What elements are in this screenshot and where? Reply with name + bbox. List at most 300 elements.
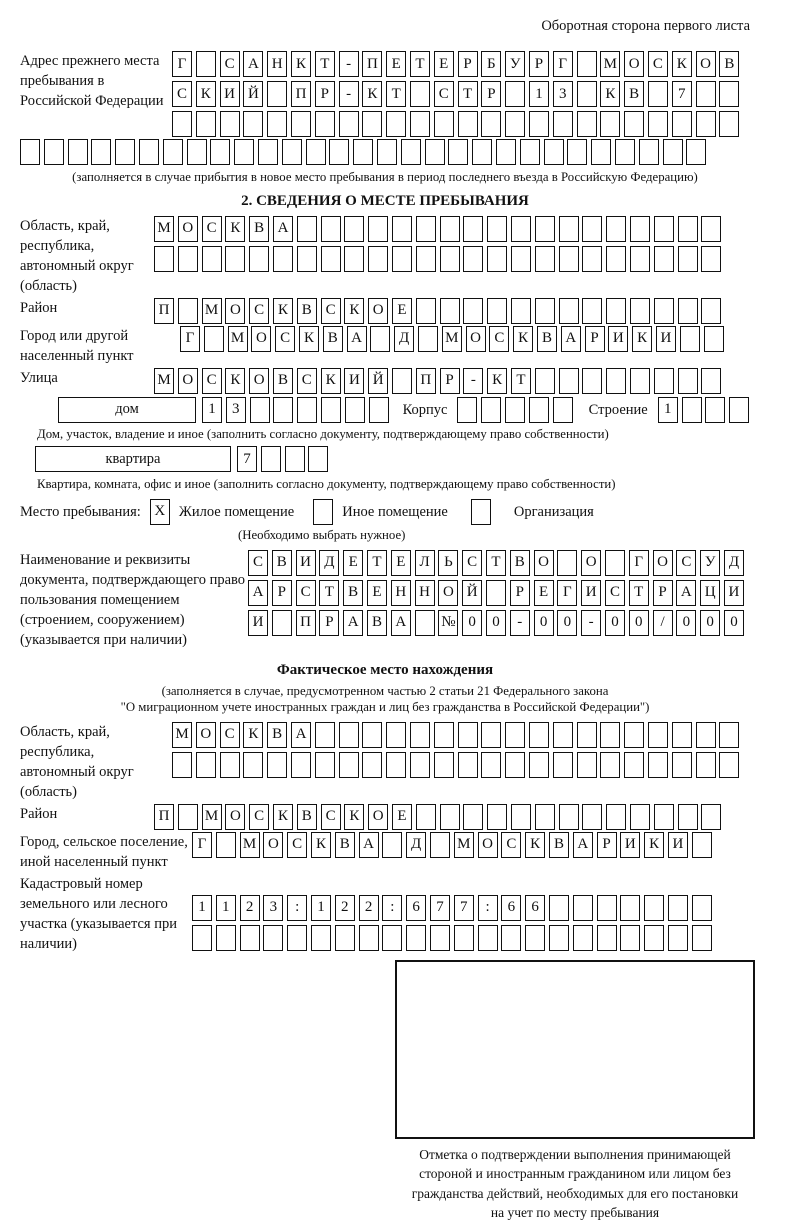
char-box[interactable] bbox=[606, 216, 626, 242]
char-box[interactable] bbox=[630, 216, 650, 242]
char-box[interactable] bbox=[630, 298, 650, 324]
char-box[interactable]: К bbox=[311, 832, 331, 858]
char-box[interactable] bbox=[535, 298, 555, 324]
char-box[interactable] bbox=[410, 111, 430, 137]
char-box[interactable] bbox=[240, 925, 260, 951]
char-box[interactable] bbox=[719, 722, 739, 748]
char-box[interactable] bbox=[291, 752, 311, 778]
char-box[interactable]: И bbox=[220, 81, 240, 107]
char-box[interactable]: В bbox=[343, 580, 363, 606]
char-box[interactable] bbox=[210, 139, 230, 165]
char-box[interactable]: Г bbox=[553, 51, 573, 77]
char-box[interactable] bbox=[362, 722, 382, 748]
char-box[interactable] bbox=[415, 610, 435, 636]
char-box[interactable]: Р bbox=[315, 81, 335, 107]
char-box[interactable] bbox=[321, 246, 341, 272]
char-box[interactable]: О bbox=[696, 51, 716, 77]
char-box[interactable]: К bbox=[672, 51, 692, 77]
char-box[interactable]: 1 bbox=[216, 895, 236, 921]
char-box[interactable] bbox=[297, 246, 317, 272]
char-box[interactable]: И bbox=[248, 610, 268, 636]
char-box[interactable] bbox=[386, 752, 406, 778]
char-box[interactable] bbox=[672, 752, 692, 778]
checkbox-residential[interactable]: X bbox=[150, 499, 170, 525]
char-box[interactable]: Р bbox=[481, 81, 501, 107]
char-box[interactable] bbox=[630, 368, 650, 394]
char-box[interactable] bbox=[386, 111, 406, 137]
char-box[interactable] bbox=[582, 804, 602, 830]
char-box[interactable]: О bbox=[438, 580, 458, 606]
char-box[interactable] bbox=[481, 111, 501, 137]
char-box[interactable]: Р bbox=[653, 580, 673, 606]
char-box[interactable] bbox=[458, 722, 478, 748]
char-box[interactable]: В bbox=[273, 368, 293, 394]
char-box[interactable] bbox=[329, 139, 349, 165]
char-box[interactable]: : bbox=[382, 895, 402, 921]
char-box[interactable]: М bbox=[202, 804, 222, 830]
char-box[interactable] bbox=[582, 368, 602, 394]
char-box[interactable] bbox=[308, 446, 328, 472]
char-box[interactable] bbox=[678, 804, 698, 830]
char-box[interactable] bbox=[297, 397, 317, 423]
char-box[interactable]: И bbox=[581, 580, 601, 606]
char-box[interactable] bbox=[529, 722, 549, 748]
char-box[interactable] bbox=[648, 722, 668, 748]
char-box[interactable] bbox=[282, 139, 302, 165]
char-box[interactable]: К bbox=[299, 326, 319, 352]
char-box[interactable] bbox=[454, 925, 474, 951]
char-box[interactable]: 0 bbox=[557, 610, 577, 636]
char-box[interactable]: Н bbox=[267, 51, 287, 77]
char-box[interactable] bbox=[345, 397, 365, 423]
char-box[interactable] bbox=[448, 139, 468, 165]
char-box[interactable]: О bbox=[534, 550, 554, 576]
char-box[interactable]: Е bbox=[434, 51, 454, 77]
char-box[interactable] bbox=[273, 397, 293, 423]
char-box[interactable]: Д bbox=[319, 550, 339, 576]
char-box[interactable]: О bbox=[368, 298, 388, 324]
char-box[interactable]: О bbox=[178, 368, 198, 394]
char-box[interactable]: : bbox=[478, 895, 498, 921]
char-box[interactable] bbox=[368, 216, 388, 242]
char-box[interactable] bbox=[220, 752, 240, 778]
char-box[interactable]: С bbox=[434, 81, 454, 107]
char-box[interactable] bbox=[620, 925, 640, 951]
char-box[interactable] bbox=[544, 139, 564, 165]
char-box[interactable]: Т bbox=[315, 51, 335, 77]
char-box[interactable] bbox=[297, 216, 317, 242]
house-type-field[interactable]: дом bbox=[58, 397, 196, 423]
char-box[interactable]: К bbox=[362, 81, 382, 107]
char-box[interactable] bbox=[511, 216, 531, 242]
char-box[interactable]: П bbox=[416, 368, 436, 394]
char-box[interactable] bbox=[525, 925, 545, 951]
char-box[interactable]: С bbox=[462, 550, 482, 576]
char-box[interactable] bbox=[458, 111, 478, 137]
char-box[interactable]: О bbox=[478, 832, 498, 858]
char-box[interactable]: В bbox=[297, 804, 317, 830]
char-box[interactable] bbox=[567, 139, 587, 165]
char-box[interactable]: - bbox=[463, 368, 483, 394]
char-box[interactable] bbox=[263, 925, 283, 951]
char-box[interactable]: Е bbox=[534, 580, 554, 606]
char-box[interactable] bbox=[204, 326, 224, 352]
char-box[interactable] bbox=[434, 722, 454, 748]
char-box[interactable]: С bbox=[489, 326, 509, 352]
char-box[interactable] bbox=[487, 216, 507, 242]
char-box[interactable]: Р bbox=[440, 368, 460, 394]
char-box[interactable]: О bbox=[263, 832, 283, 858]
checkbox-other-premises[interactable] bbox=[313, 499, 333, 525]
char-box[interactable] bbox=[291, 111, 311, 137]
char-box[interactable] bbox=[463, 298, 483, 324]
char-box[interactable] bbox=[505, 397, 525, 423]
char-box[interactable] bbox=[511, 804, 531, 830]
char-box[interactable]: С bbox=[296, 580, 316, 606]
char-box[interactable] bbox=[463, 216, 483, 242]
char-box[interactable] bbox=[678, 246, 698, 272]
char-box[interactable]: 6 bbox=[501, 895, 521, 921]
apartment-type-field[interactable]: квартира bbox=[35, 446, 231, 472]
char-box[interactable]: О bbox=[466, 326, 486, 352]
char-box[interactable] bbox=[68, 139, 88, 165]
char-box[interactable]: Б bbox=[481, 51, 501, 77]
char-box[interactable] bbox=[339, 111, 359, 137]
char-box[interactable] bbox=[529, 752, 549, 778]
char-box[interactable] bbox=[220, 111, 240, 137]
char-box[interactable]: С bbox=[605, 580, 625, 606]
char-box[interactable] bbox=[615, 139, 635, 165]
char-box[interactable]: У bbox=[700, 550, 720, 576]
char-box[interactable] bbox=[505, 752, 525, 778]
char-box[interactable] bbox=[382, 925, 402, 951]
char-box[interactable]: 0 bbox=[629, 610, 649, 636]
char-box[interactable]: 7 bbox=[454, 895, 474, 921]
char-box[interactable] bbox=[392, 216, 412, 242]
char-box[interactable]: С bbox=[249, 298, 269, 324]
char-box[interactable] bbox=[535, 246, 555, 272]
char-box[interactable] bbox=[535, 804, 555, 830]
char-box[interactable] bbox=[392, 246, 412, 272]
char-box[interactable] bbox=[370, 326, 390, 352]
char-box[interactable] bbox=[654, 368, 674, 394]
char-box[interactable] bbox=[577, 722, 597, 748]
char-box[interactable] bbox=[705, 397, 725, 423]
char-box[interactable] bbox=[648, 752, 668, 778]
char-box[interactable]: И bbox=[656, 326, 676, 352]
char-box[interactable]: В bbox=[335, 832, 355, 858]
char-box[interactable] bbox=[250, 397, 270, 423]
char-box[interactable] bbox=[630, 804, 650, 830]
char-box[interactable]: С bbox=[321, 804, 341, 830]
char-box[interactable] bbox=[620, 895, 640, 921]
char-box[interactable] bbox=[696, 111, 716, 137]
char-box[interactable]: К bbox=[273, 298, 293, 324]
char-box[interactable] bbox=[406, 925, 426, 951]
char-box[interactable]: К bbox=[321, 368, 341, 394]
char-box[interactable] bbox=[553, 111, 573, 137]
char-box[interactable] bbox=[91, 139, 111, 165]
char-box[interactable] bbox=[416, 804, 436, 830]
char-box[interactable]: 0 bbox=[605, 610, 625, 636]
char-box[interactable]: О bbox=[368, 804, 388, 830]
char-box[interactable] bbox=[216, 832, 236, 858]
char-box[interactable]: Ь bbox=[438, 550, 458, 576]
char-box[interactable] bbox=[321, 397, 341, 423]
char-box[interactable]: Р bbox=[529, 51, 549, 77]
char-box[interactable] bbox=[457, 397, 477, 423]
char-box[interactable]: М bbox=[154, 216, 174, 242]
char-box[interactable]: Ц bbox=[700, 580, 720, 606]
char-box[interactable]: 3 bbox=[226, 397, 246, 423]
char-box[interactable]: С bbox=[220, 51, 240, 77]
char-box[interactable]: О bbox=[653, 550, 673, 576]
char-box[interactable]: Р bbox=[585, 326, 605, 352]
char-box[interactable] bbox=[701, 804, 721, 830]
char-box[interactable] bbox=[267, 752, 287, 778]
char-box[interactable]: 2 bbox=[240, 895, 260, 921]
char-box[interactable] bbox=[597, 925, 617, 951]
char-box[interactable] bbox=[401, 139, 421, 165]
char-box[interactable] bbox=[430, 832, 450, 858]
char-box[interactable] bbox=[630, 246, 650, 272]
char-box[interactable]: О bbox=[178, 216, 198, 242]
char-box[interactable]: 0 bbox=[676, 610, 696, 636]
char-box[interactable]: 7 bbox=[237, 446, 257, 472]
char-box[interactable] bbox=[440, 804, 460, 830]
char-box[interactable] bbox=[573, 895, 593, 921]
char-box[interactable] bbox=[487, 298, 507, 324]
char-box[interactable]: : bbox=[287, 895, 307, 921]
char-box[interactable] bbox=[410, 81, 430, 107]
char-box[interactable] bbox=[496, 139, 516, 165]
char-box[interactable] bbox=[139, 139, 159, 165]
char-box[interactable]: Д bbox=[394, 326, 414, 352]
char-box[interactable]: К bbox=[291, 51, 311, 77]
char-box[interactable]: В bbox=[297, 298, 317, 324]
char-box[interactable]: С bbox=[676, 550, 696, 576]
char-box[interactable]: И bbox=[296, 550, 316, 576]
char-box[interactable] bbox=[267, 81, 287, 107]
char-box[interactable] bbox=[344, 216, 364, 242]
char-box[interactable]: 0 bbox=[724, 610, 744, 636]
char-box[interactable] bbox=[606, 368, 626, 394]
char-box[interactable]: А bbox=[676, 580, 696, 606]
char-box[interactable] bbox=[520, 139, 540, 165]
char-box[interactable]: Д bbox=[406, 832, 426, 858]
char-box[interactable] bbox=[582, 298, 602, 324]
char-box[interactable] bbox=[243, 111, 263, 137]
char-box[interactable]: Г bbox=[557, 580, 577, 606]
char-box[interactable]: К bbox=[225, 368, 245, 394]
char-box[interactable] bbox=[511, 246, 531, 272]
char-box[interactable] bbox=[311, 925, 331, 951]
char-box[interactable] bbox=[686, 139, 706, 165]
char-box[interactable] bbox=[187, 139, 207, 165]
char-box[interactable] bbox=[202, 246, 222, 272]
char-box[interactable] bbox=[359, 925, 379, 951]
char-box[interactable] bbox=[701, 246, 721, 272]
char-box[interactable]: Т bbox=[629, 580, 649, 606]
char-box[interactable] bbox=[672, 111, 692, 137]
char-box[interactable]: Й bbox=[243, 81, 263, 107]
char-box[interactable] bbox=[392, 368, 412, 394]
char-box[interactable]: 0 bbox=[462, 610, 482, 636]
char-box[interactable]: И bbox=[344, 368, 364, 394]
checkbox-organization[interactable] bbox=[471, 499, 491, 525]
char-box[interactable]: О bbox=[249, 368, 269, 394]
char-box[interactable]: 0 bbox=[534, 610, 554, 636]
char-box[interactable] bbox=[505, 111, 525, 137]
char-box[interactable] bbox=[549, 925, 569, 951]
char-box[interactable]: П bbox=[291, 81, 311, 107]
char-box[interactable]: 7 bbox=[430, 895, 450, 921]
char-box[interactable] bbox=[678, 368, 698, 394]
char-box[interactable] bbox=[535, 216, 555, 242]
char-box[interactable]: М bbox=[442, 326, 462, 352]
char-box[interactable]: Т bbox=[486, 550, 506, 576]
char-box[interactable] bbox=[321, 216, 341, 242]
char-box[interactable] bbox=[486, 580, 506, 606]
char-box[interactable] bbox=[20, 139, 40, 165]
char-box[interactable]: К bbox=[273, 804, 293, 830]
char-box[interactable]: Р bbox=[597, 832, 617, 858]
char-box[interactable] bbox=[115, 139, 135, 165]
char-box[interactable]: А bbox=[347, 326, 367, 352]
char-box[interactable]: Г bbox=[180, 326, 200, 352]
char-box[interactable]: К bbox=[487, 368, 507, 394]
char-box[interactable] bbox=[315, 111, 335, 137]
char-box[interactable] bbox=[344, 246, 364, 272]
char-box[interactable]: Е bbox=[392, 804, 412, 830]
char-box[interactable]: В bbox=[272, 550, 292, 576]
char-box[interactable] bbox=[553, 752, 573, 778]
char-box[interactable]: С bbox=[172, 81, 192, 107]
char-box[interactable] bbox=[577, 81, 597, 107]
char-box[interactable]: П bbox=[154, 298, 174, 324]
char-box[interactable] bbox=[577, 51, 597, 77]
char-box[interactable]: С bbox=[275, 326, 295, 352]
char-box[interactable] bbox=[719, 111, 739, 137]
char-box[interactable]: Е bbox=[386, 51, 406, 77]
char-box[interactable] bbox=[557, 550, 577, 576]
char-box[interactable] bbox=[178, 246, 198, 272]
char-box[interactable] bbox=[362, 111, 382, 137]
char-box[interactable]: Т bbox=[319, 580, 339, 606]
char-box[interactable]: П bbox=[362, 51, 382, 77]
char-box[interactable] bbox=[481, 397, 501, 423]
char-box[interactable]: И bbox=[724, 580, 744, 606]
char-box[interactable] bbox=[369, 397, 389, 423]
char-box[interactable] bbox=[501, 925, 521, 951]
char-box[interactable] bbox=[430, 925, 450, 951]
char-box[interactable]: К bbox=[344, 804, 364, 830]
char-box[interactable]: О bbox=[624, 51, 644, 77]
char-box[interactable]: К bbox=[196, 81, 216, 107]
char-box[interactable] bbox=[287, 925, 307, 951]
char-box[interactable] bbox=[418, 326, 438, 352]
char-box[interactable] bbox=[644, 925, 664, 951]
char-box[interactable]: К bbox=[225, 216, 245, 242]
char-box[interactable]: А bbox=[273, 216, 293, 242]
char-box[interactable] bbox=[577, 111, 597, 137]
char-box[interactable] bbox=[44, 139, 64, 165]
char-box[interactable] bbox=[505, 81, 525, 107]
char-box[interactable] bbox=[692, 832, 712, 858]
char-box[interactable] bbox=[529, 397, 549, 423]
char-box[interactable] bbox=[440, 216, 460, 242]
char-box[interactable] bbox=[416, 298, 436, 324]
char-box[interactable]: У bbox=[505, 51, 525, 77]
char-box[interactable]: А bbox=[573, 832, 593, 858]
char-box[interactable] bbox=[261, 446, 281, 472]
char-box[interactable] bbox=[606, 246, 626, 272]
char-box[interactable] bbox=[196, 752, 216, 778]
char-box[interactable] bbox=[600, 752, 620, 778]
char-box[interactable] bbox=[440, 298, 460, 324]
char-box[interactable] bbox=[272, 610, 292, 636]
char-box[interactable] bbox=[573, 925, 593, 951]
char-box[interactable]: № bbox=[438, 610, 458, 636]
char-box[interactable] bbox=[624, 111, 644, 137]
char-box[interactable] bbox=[648, 81, 668, 107]
char-box[interactable] bbox=[410, 722, 430, 748]
char-box[interactable]: С bbox=[202, 216, 222, 242]
char-box[interactable] bbox=[306, 139, 326, 165]
char-box[interactable] bbox=[639, 139, 659, 165]
char-box[interactable]: П bbox=[296, 610, 316, 636]
char-box[interactable] bbox=[481, 752, 501, 778]
char-box[interactable] bbox=[505, 722, 525, 748]
char-box[interactable]: А bbox=[248, 580, 268, 606]
char-box[interactable] bbox=[196, 111, 216, 137]
char-box[interactable] bbox=[382, 832, 402, 858]
char-box[interactable] bbox=[472, 139, 492, 165]
char-box[interactable] bbox=[600, 111, 620, 137]
char-box[interactable] bbox=[315, 722, 335, 748]
char-box[interactable] bbox=[672, 722, 692, 748]
char-box[interactable]: Т bbox=[386, 81, 406, 107]
char-box[interactable]: Р bbox=[510, 580, 530, 606]
char-box[interactable]: В bbox=[624, 81, 644, 107]
char-box[interactable] bbox=[535, 368, 555, 394]
char-box[interactable] bbox=[553, 397, 573, 423]
char-box[interactable]: И bbox=[608, 326, 628, 352]
char-box[interactable] bbox=[362, 752, 382, 778]
char-box[interactable] bbox=[196, 51, 216, 77]
char-box[interactable] bbox=[577, 752, 597, 778]
char-box[interactable]: Й bbox=[368, 368, 388, 394]
char-box[interactable] bbox=[704, 326, 724, 352]
char-box[interactable] bbox=[216, 925, 236, 951]
char-box[interactable] bbox=[605, 550, 625, 576]
char-box[interactable]: С bbox=[249, 804, 269, 830]
char-box[interactable]: Т bbox=[367, 550, 387, 576]
char-box[interactable]: М bbox=[454, 832, 474, 858]
char-box[interactable] bbox=[668, 895, 688, 921]
char-box[interactable] bbox=[701, 368, 721, 394]
char-box[interactable] bbox=[178, 298, 198, 324]
char-box[interactable] bbox=[729, 397, 749, 423]
char-box[interactable] bbox=[559, 216, 579, 242]
char-box[interactable] bbox=[410, 752, 430, 778]
char-box[interactable]: О bbox=[225, 804, 245, 830]
char-box[interactable] bbox=[597, 895, 617, 921]
char-box[interactable]: Е bbox=[392, 298, 412, 324]
char-box[interactable]: - bbox=[339, 51, 359, 77]
char-box[interactable]: В bbox=[510, 550, 530, 576]
char-box[interactable] bbox=[192, 925, 212, 951]
